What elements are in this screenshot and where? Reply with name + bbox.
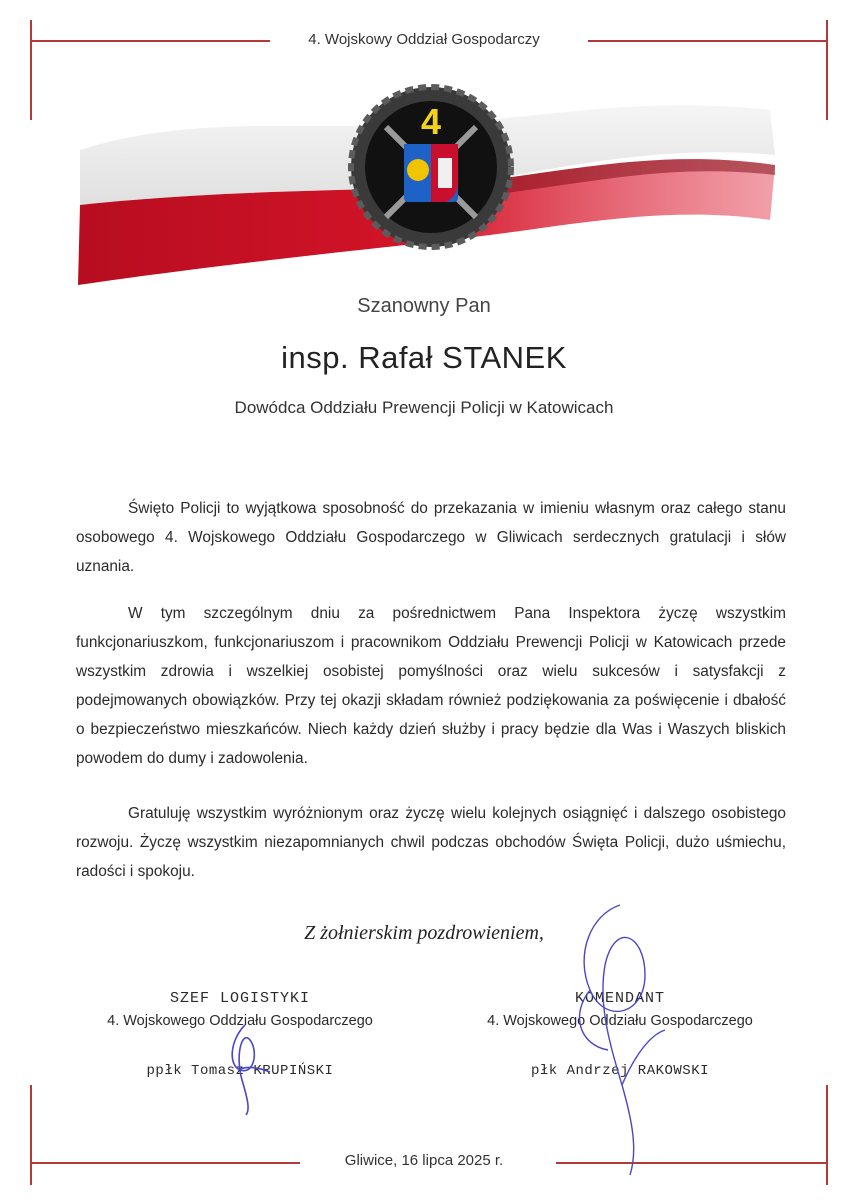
unit-emblem-icon: [346, 82, 516, 252]
signatory-title: SZEF LOGISTYKI: [169, 990, 311, 1007]
frame-left-lower: [30, 1085, 32, 1185]
signatory-title: KOMENDANT: [574, 990, 665, 1007]
salutation: Szanowny Pan: [357, 295, 491, 317]
letter-paragraph: W tym szczególnym dniu za pośrednictwem Pana Inspektora życzę wszystkim funkcjonariuszkom, funkcjonariuszom i pracownikom Oddziału Prewencji Policji w Katowicach przede wszystkim zdrowia i wszelkiej osobistej pomyślności oraz wielu sukcesów i satysfakcji z podejmowanych obowiązków. Przy tej okazji składam również podziękowania za poświęcenie i dbałość o bezpieczeństwo mieszkańców. Niech każdy dzień służby i pracy będzie dla Was i Waszych bliskich powodem do dumy i zadowolenia.: [76, 605, 786, 767]
signatory-unit: 4. Wojskowego Oddziału Gospodarczego: [107, 1013, 373, 1029]
signatory-unit: 4. Wojskowego Oddziału Gospodarczego: [487, 1013, 753, 1029]
place-date: Gliwice, 16 lipca 2025 r.: [344, 1152, 504, 1169]
signature-block-right: [435, 990, 805, 1079]
signatory-name: ppłk Tomasz KRUPIŃSKI: [146, 1063, 334, 1079]
closing-greeting: Z żołnierskim pozdrowieniem,: [304, 922, 544, 944]
frame-right-lower: [826, 1085, 828, 1185]
unit-header-title: 4. Wojskowy Oddział Gospodarczy: [308, 31, 540, 48]
signature-block-left: [70, 990, 410, 1079]
recipient-position: Dowódca Oddziału Prewencji Policji w Katowicach: [234, 398, 614, 417]
emblem-number: 4: [420, 101, 442, 142]
letter-paragraph: Święto Policji to wyjątkowa sposobność do przekazania w imieniu własnym oraz całego stanu osobowego 4. Wojskowego Oddziału Gospodarczego w Gliwicach serdecznych gratulacji i słów uznania.: [76, 500, 786, 575]
signatory-name: płk Andrzej RAKOWSKI: [530, 1063, 710, 1079]
recipient-name: insp. Rafał STANEK: [281, 340, 567, 375]
letter-paragraph: Gratuluję wszystkim wyróżnionym oraz życzę wielu kolejnych osiągnięć i dalszego osobistego rozwoju. Życzę wszystkim niezapomnianych chwil podczas obchodów Święta Policji, dużo uśmiechu, radości i spokoju.: [76, 805, 786, 880]
